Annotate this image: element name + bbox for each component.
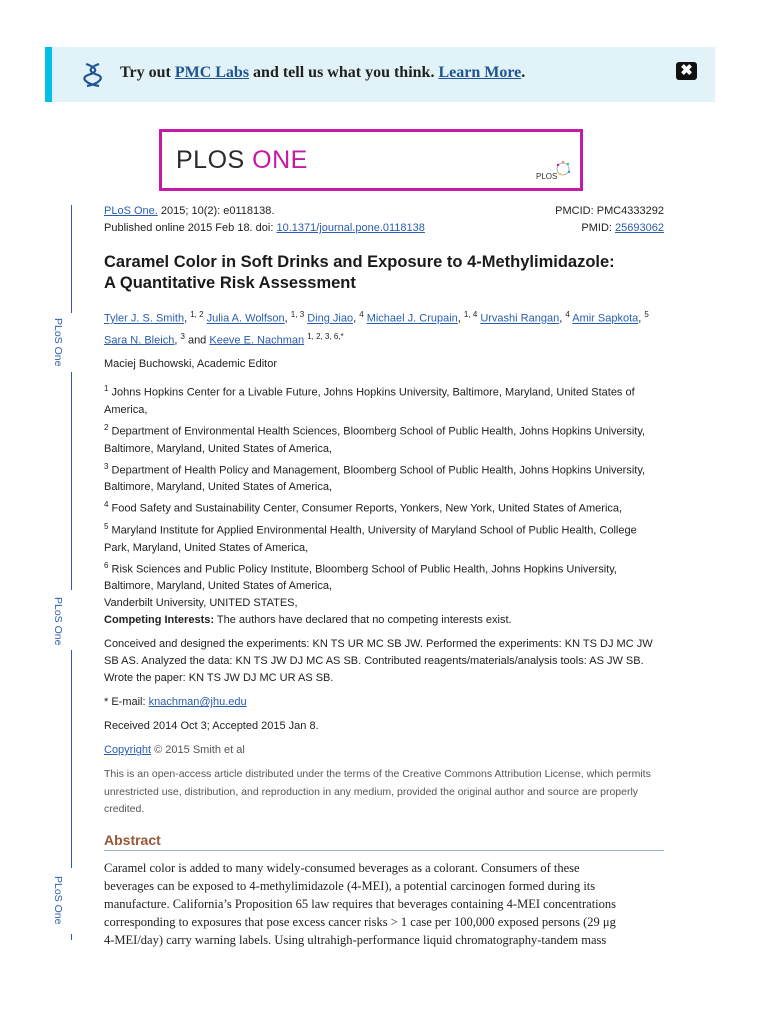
affiliation-number: 5 xyxy=(104,521,109,531)
abstract-body xyxy=(104,859,664,949)
pmc-labs-logo-icon xyxy=(82,62,104,88)
abstract-heading: Abstract xyxy=(104,832,664,851)
journal-banner[interactable] xyxy=(159,129,583,191)
affiliation-number: 2 xyxy=(104,422,109,432)
author-affiliation-marker: 1, 3 xyxy=(290,310,305,319)
affiliation xyxy=(104,518,664,540)
article-main xyxy=(104,203,664,949)
affiliation xyxy=(104,557,664,579)
author-link[interactable]: Urvashi Rangan xyxy=(480,312,560,325)
author-link[interactable]: Sara N. Bleich xyxy=(104,334,175,347)
affiliation-number: 4 xyxy=(104,500,109,510)
license-statement xyxy=(104,766,664,819)
author-affiliation-marker: 1, 2 xyxy=(190,310,204,319)
affiliation-number: 6 xyxy=(104,560,109,570)
doi-link[interactable]: 10.1371/journal.pone.0118138 xyxy=(276,222,425,234)
pmc-labs-link[interactable]: PMC Labs xyxy=(174,64,250,81)
citation-row xyxy=(104,203,664,220)
license-line: unrestricted use, distribution, and reproduction in any medium, provided the original author and source are properly xyxy=(104,785,639,798)
author-link[interactable]: Keeve E. Nachman xyxy=(209,334,305,347)
copyright xyxy=(104,742,664,759)
affiliation-number: 1 xyxy=(104,384,109,394)
banner-message xyxy=(120,64,525,82)
affiliation-text: Food Safety and Sustainability Center, Consumer Reports, Yonkers, New York, United States of America, xyxy=(111,502,623,515)
citation-details: 2015; 10(2): e0118138. xyxy=(157,205,275,217)
abstract-line: corresponding to exposures that pose excess cancer risks > 1 case per 100,000 exposed persons (29 μg xyxy=(104,914,616,929)
author-affiliation-marker: 4 xyxy=(565,310,570,319)
article-title xyxy=(104,252,664,294)
affiliation-text: Baltimore, Maryland, United States of America, xyxy=(104,580,333,593)
affiliation-number: 3 xyxy=(104,461,109,471)
author-line: Sara N. Bleich, $^3$ and Keeve E. Nachman $^{1, 2, 3, 6,*}$ xyxy=(104,331,344,347)
side-strip-line xyxy=(71,205,72,313)
affiliations xyxy=(104,380,664,612)
license-line: credited. xyxy=(104,803,145,816)
author-list xyxy=(104,306,664,349)
author-affiliation-marker: 3 xyxy=(180,331,185,341)
affiliation-text: Risk Sciences and Public Policy Institute, Bloomberg School of Public Health, Johns Hopkins University, xyxy=(111,563,617,576)
abstract-line: manufacture. California’s Proposition 65 law requires that beverages containing 4-MEI concentrations xyxy=(104,896,616,911)
title-line: Caramel Color in Soft Drinks and Exposure to 4-Methylimidazole: xyxy=(104,253,615,271)
journal-title-one: ONE xyxy=(252,146,308,174)
abstract-line: 4-MEI/day) carry warning labels. Using ultrahigh-performance liquid chromatography-tandem mass xyxy=(104,932,607,947)
author-link[interactable]: Amir Sapkota xyxy=(572,312,639,325)
pmid-link[interactable]: 25693062 xyxy=(615,222,664,234)
pmid xyxy=(581,220,664,237)
author-link[interactable]: Tyler J. S. Smith xyxy=(104,312,185,325)
affiliation-text: Park, Maryland, United States of America, xyxy=(104,541,309,554)
received-dates: Received 2014 Oct 3; Accepted 2015 Jan 8. xyxy=(104,720,319,733)
license-line: This is an open-access article distributed under the terms of the Creative Commons Attribution License, which permits xyxy=(104,768,651,781)
affiliation xyxy=(104,496,664,518)
corresponding-email xyxy=(104,694,664,711)
side-journal-label: PLoS One xyxy=(52,318,64,367)
competing-interests-text: The authors have declared that no competing interests exist. xyxy=(214,614,512,627)
side-strip-line xyxy=(71,650,72,868)
citation xyxy=(104,203,274,220)
title-line: A Quantitative Risk Assessment xyxy=(104,274,356,292)
side-journal-label: PLoS One xyxy=(52,597,64,646)
banner-text-middle: and tell us what you think. xyxy=(249,64,439,81)
pmc-labs-banner xyxy=(45,47,715,102)
editor-affiliation: Vanderbilt University, UNITED STATES, xyxy=(104,597,298,610)
banner-text-start: Try out xyxy=(120,64,175,81)
email-label: * E-mail: xyxy=(104,696,149,709)
affiliation-text: Department of Environmental Health Sciences, Bloomberg School of Public Health, Johns Hopkins University, xyxy=(111,425,646,438)
academic-editor: Maciej Buchowski, Academic Editor xyxy=(104,358,278,371)
published-info xyxy=(104,220,425,237)
copyright-link[interactable]: Copyright xyxy=(104,744,152,757)
abstract-line: beverages can be exposed to 4-methylimidazole (4-MEI), a potential carcinogen formed during its xyxy=(104,878,596,893)
author-link[interactable]: Michael J. Crupain xyxy=(366,312,458,325)
contributions-line: SB AS. Analyzed the data: KN TS JW DJ MC AS SB. Contributed reagents/materials/analysis tools: AS JW SB. xyxy=(104,655,644,668)
journal-logo-title xyxy=(176,146,308,175)
abstract-line: Caramel color is added to many widely-consumed beverages as a colorant. Consumers of these xyxy=(104,860,580,875)
affiliation-text: Baltimore, Maryland, United States of America, xyxy=(104,442,333,455)
author-line: Tyler J. S. Smith, $^{1, 2}$ Julia A. Wolfson, $^{1, 3}$ Ding Jiao, $^4$ Michael J. Crupain, $^{1, 4}$ Urvashi Rangan, $^4$ Amir Sapkota, $^5$ xyxy=(104,310,649,325)
author-contributions xyxy=(104,636,664,687)
author-affiliation-marker: 1, 4 xyxy=(463,310,478,319)
author-affiliation-marker: 4 xyxy=(359,310,364,319)
contributions-line: Conceived and designed the experiments: KN TS UR MC SB JW. Performed the experiments: KN TS DJ MC JW xyxy=(104,638,653,651)
affiliation-text: Johns Hopkins Center for a Livable Future, Johns Hopkins University, Baltimore, Maryland, United States of xyxy=(111,386,635,399)
banner-text-end: . xyxy=(521,64,526,81)
learn-more-link[interactable]: Learn More xyxy=(438,64,522,81)
competing-interests-label: Competing Interests: xyxy=(104,614,215,627)
side-strip-line xyxy=(71,934,72,940)
plos-logo-icon xyxy=(532,158,572,184)
journal-link[interactable]: PLoS One. xyxy=(104,205,158,217)
contributions-line: Wrote the paper: KN TS JW DJ MC UR AS SB. xyxy=(104,672,334,685)
affiliation xyxy=(104,419,664,441)
side-strip-line xyxy=(71,372,72,590)
plos-logo-text: PLOS xyxy=(536,172,558,181)
pmcid: PMCID: PMC4333292 xyxy=(555,205,664,217)
affiliation xyxy=(104,458,664,480)
affiliation xyxy=(104,380,664,402)
author-affiliation-marker: 5 xyxy=(644,310,649,319)
copyright-text: © 2015 Smith et al xyxy=(151,744,245,757)
close-banner-button[interactable]: ✖ xyxy=(676,62,697,80)
author-link[interactable]: Ding Jiao xyxy=(307,312,354,325)
affiliation-text: America, xyxy=(104,403,148,416)
affiliation-text: Baltimore, Maryland, United States of America, xyxy=(104,481,333,494)
affiliation-text: Maryland Institute for Applied Environmental Health, University of Maryland School of Public Health, College xyxy=(111,524,637,537)
published-date: Published online 2015 Feb 18. doi: xyxy=(104,222,277,234)
publication-row xyxy=(104,220,664,237)
pmid-label: PMID: xyxy=(581,222,616,234)
competing-interests xyxy=(104,612,664,629)
author-affiliation-marker: 1, 2, 3, 6,* xyxy=(307,331,344,341)
side-journal-label: PLoS One xyxy=(52,876,64,925)
email-link[interactable]: knachman@jhu.edu xyxy=(148,696,247,709)
journal-title-plos: PLOS xyxy=(176,146,253,174)
affiliation-text: Department of Health Policy and Management, Bloomberg School of Public Health, Johns Hopkins University, xyxy=(111,464,646,477)
author-link[interactable]: Julia A. Wolfson xyxy=(206,312,285,325)
